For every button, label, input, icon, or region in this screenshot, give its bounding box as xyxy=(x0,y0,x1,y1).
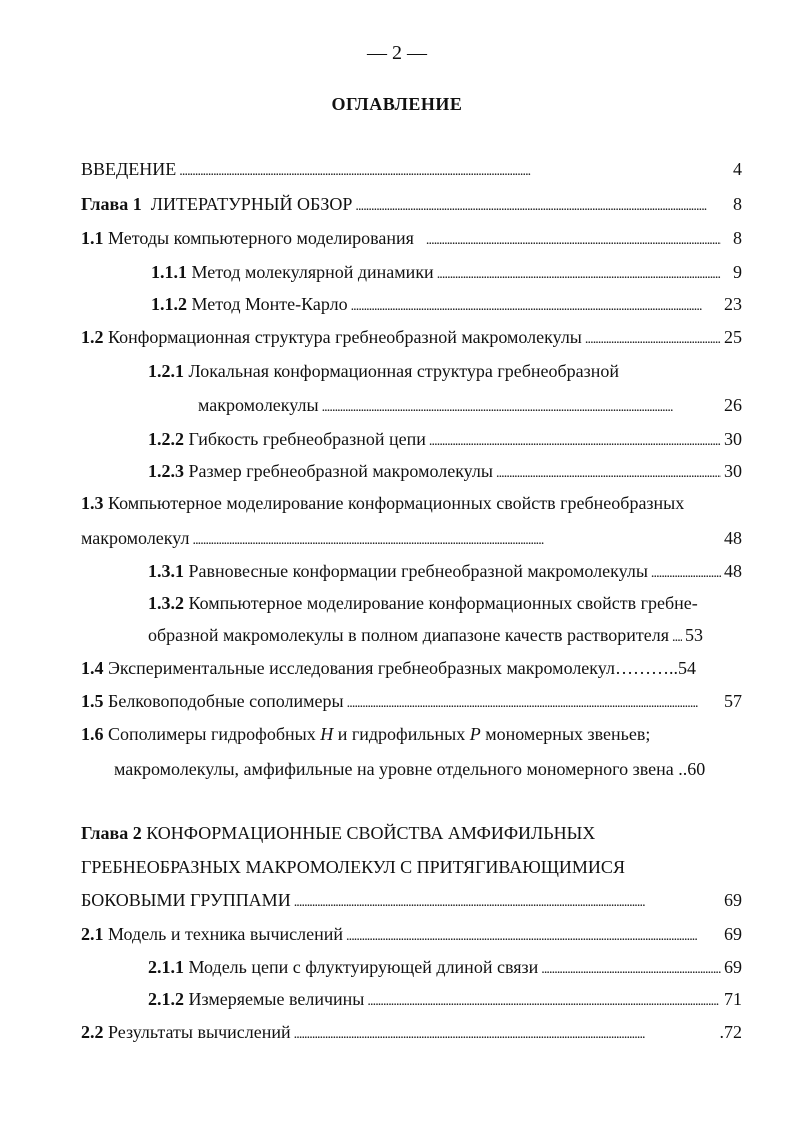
toc-leader xyxy=(429,428,721,453)
toc-leader xyxy=(346,923,721,948)
toc-page: 57 xyxy=(724,691,742,711)
toc-leader xyxy=(651,560,721,585)
toc-entry-1-3-line2 xyxy=(81,527,742,552)
toc-entry-2-2 xyxy=(81,1021,742,1046)
toc-leader xyxy=(351,293,721,318)
toc-label: Измеряемые величины xyxy=(188,989,365,1009)
toc-page: 71 xyxy=(724,989,742,1009)
toc-page: 48 xyxy=(724,528,742,548)
toc-page: 25 xyxy=(724,327,742,347)
toc-label: Компьютерное моделирование конформационных свойств гребнеобразных xyxy=(108,493,685,513)
toc-entry-1-6-line1 xyxy=(81,723,650,745)
toc-number: 2.1.2 xyxy=(148,989,184,1009)
toc-number: 1.6 xyxy=(81,724,104,744)
toc-number: 1.5 xyxy=(81,691,104,711)
toc-number: 2.1.1 xyxy=(148,957,184,977)
toc-label: Сополимеры гидрофобных xyxy=(108,724,316,744)
toc-label: макромолекулы xyxy=(198,395,319,415)
toc-leader xyxy=(426,227,721,252)
toc-leader xyxy=(179,158,721,183)
toc-leader xyxy=(355,193,721,218)
toc-label: ЛИТЕРАТУРНЫЙ ОБЗОР xyxy=(150,194,353,214)
toc-entry-1-3-1 xyxy=(148,560,742,585)
page-title: ОГЛАВЛЕНИЕ xyxy=(331,94,463,114)
toc-number: 2.1 xyxy=(81,924,104,944)
toc-label: ВВЕДЕНИЕ xyxy=(81,159,177,179)
toc-number: 1.1 xyxy=(81,228,104,248)
toc-entry-chapter-2-line1 xyxy=(81,822,595,844)
toc-page: 53 xyxy=(685,625,703,645)
toc-number: 1.3.2 xyxy=(148,593,184,613)
toc-entry-2-1-2 xyxy=(148,988,742,1013)
toc-label: Экспериментальные исследования гребнеобразных макромолекул xyxy=(108,658,615,678)
toc-entry-1-5 xyxy=(81,690,742,715)
toc-page: 23 xyxy=(724,294,742,314)
toc-number: 1.1.1 xyxy=(151,262,187,282)
toc-page: 30 xyxy=(724,461,742,481)
toc-label: мономерных звеньев; xyxy=(485,724,651,744)
toc-entry-1-4 xyxy=(81,657,696,679)
toc-label: ГРЕБНЕОБРАЗНЫХ МАКРОМОЛЕКУЛ С ПРИТЯГИВАЮЩИМИСЯ xyxy=(81,857,625,877)
toc-page: 4 xyxy=(733,159,742,179)
toc-label: и гидрофильных xyxy=(337,724,466,744)
toc-entry-1-2 xyxy=(81,326,742,351)
toc-page: 8 xyxy=(733,228,742,248)
toc-label: Метод молекулярной динамики xyxy=(191,262,434,282)
toc-page: 8 xyxy=(733,194,742,214)
symbol-p: P xyxy=(469,724,481,744)
toc-entry-1-2-1-line1 xyxy=(148,360,619,382)
toc-page: 69 xyxy=(724,957,742,977)
toc-label: Модель и техника вычислений xyxy=(108,924,343,944)
toc-label: образной макромолекулы в полном диапазоне качеств растворителя xyxy=(148,625,669,645)
toc-entry-1-2-3 xyxy=(148,460,742,485)
toc-label: макромолекул xyxy=(81,528,190,548)
toc-number: 1.2.1 xyxy=(148,361,184,381)
toc-entry-2-1 xyxy=(81,923,742,948)
toc-leader xyxy=(294,1021,717,1046)
toc-entry-1-1-1 xyxy=(151,261,742,286)
toc-label: Локальная конформационная структура гребнеобразной xyxy=(188,361,620,381)
toc-entry-1-3-line1 xyxy=(81,492,684,514)
toc-number: Глава 2 xyxy=(81,823,142,843)
toc-number: 1.1.2 xyxy=(151,294,187,314)
toc-number: 1.2 xyxy=(81,327,104,347)
toc-entry-1-3-2-line2 xyxy=(148,624,742,649)
toc-page: 69 xyxy=(724,924,742,944)
toc-label: макромолекулы, амфифильные на уровне отдельного мономерного звена ..60 xyxy=(114,759,706,779)
toc-page: 26 xyxy=(724,395,742,415)
toc-number: Глава 1 xyxy=(81,194,142,214)
toc-label: Модель цепи с флуктуирующей длиной связи xyxy=(188,957,539,977)
toc-label: Метод Монте-Карло xyxy=(191,294,348,314)
toc-label: БОКОВЫМИ ГРУППАМИ xyxy=(81,890,291,910)
toc-entry-chapter-2-line2 xyxy=(81,856,625,878)
toc-entry-1-6-line2 xyxy=(114,758,705,780)
toc-entry-chapter-1 xyxy=(81,193,742,218)
toc-number: 1.3.1 xyxy=(148,561,184,581)
toc-entry-1-3-2-line1 xyxy=(148,592,698,614)
toc-label: Гибкость гребнеобразной цепи xyxy=(188,429,426,449)
toc-entry-chapter-2-line3 xyxy=(81,889,742,914)
toc-leader xyxy=(541,956,721,981)
toc-label: Методы компьютерного моделирования xyxy=(108,228,414,248)
toc-entry-1-2-2 xyxy=(148,428,742,453)
toc-page: 48 xyxy=(724,561,742,581)
toc-leader xyxy=(294,889,721,914)
toc-leader xyxy=(192,527,721,552)
toc-leader xyxy=(496,460,721,485)
toc-leader xyxy=(367,988,721,1013)
toc-number: 1.2.2 xyxy=(148,429,184,449)
symbol-h: H xyxy=(320,724,334,744)
toc-label: Компьютерное моделирование конформационных свойств гребне- xyxy=(188,593,698,613)
toc-label: Результаты вычислений xyxy=(108,1022,291,1042)
toc-label: КОНФОРМАЦИОННЫЕ СВОЙСТВА АМФИФИЛЬНЫХ xyxy=(146,823,596,843)
page-number: — 2 — xyxy=(367,42,427,64)
toc-number: 2.2 xyxy=(81,1022,104,1042)
toc-label: Белковоподобные сополимеры xyxy=(108,691,344,711)
toc-leader xyxy=(347,690,721,715)
toc-leader xyxy=(585,326,721,351)
toc-entry-2-1-1 xyxy=(148,956,742,981)
toc-number: 1.3 xyxy=(81,493,104,513)
toc-leader xyxy=(672,624,682,649)
toc-page: 30 xyxy=(724,429,742,449)
toc-entry-1-1 xyxy=(81,227,742,252)
toc-page: ………..54 xyxy=(614,658,696,678)
toc-leader xyxy=(322,394,721,419)
toc-entry-1-2-1-line2 xyxy=(198,394,742,419)
toc-entry-intro xyxy=(81,158,742,183)
toc-page: .72 xyxy=(719,1022,742,1042)
toc-entry-1-1-2 xyxy=(151,293,742,318)
toc-page: 69 xyxy=(724,890,742,910)
toc-number: 1.4 xyxy=(81,658,104,678)
toc-label: Конформационная структура гребнеобразной макромолекулы xyxy=(108,327,582,347)
toc-label: Равновесные конформации гребнеобразной макромолекулы xyxy=(188,561,648,581)
toc-page: 9 xyxy=(733,262,742,282)
toc-label: Размер гребнеобразной макромолекулы xyxy=(188,461,493,481)
toc-number: 1.2.3 xyxy=(148,461,184,481)
toc-leader xyxy=(437,261,721,286)
